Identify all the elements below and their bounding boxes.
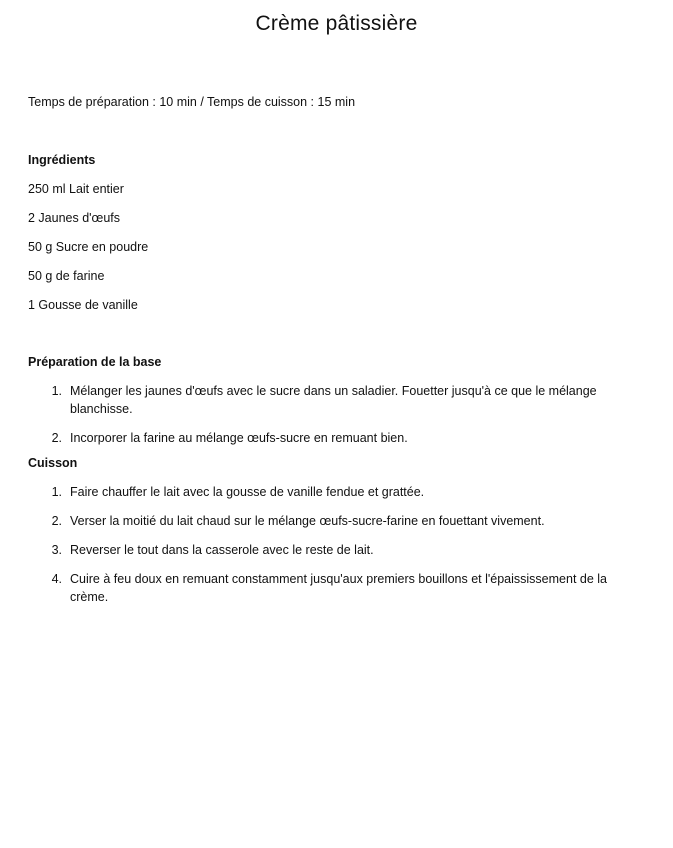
step-number: 2. xyxy=(51,514,62,528)
ingredients-list xyxy=(28,181,628,314)
ingredient-item: 1 Gousse de vanille xyxy=(28,298,138,312)
step-text: Verser la moitié du lait chaud sur le mélange œufs-sucre-farine en fouettant vivement. xyxy=(70,514,545,528)
step-text: Cuire à feu doux en remuant constamment jusqu'aux premiers bouillons et l'épaississement de la crème. xyxy=(70,572,607,604)
ingredients-heading: Ingrédients xyxy=(28,153,96,167)
cuisson-step xyxy=(28,483,628,501)
step-number: 4. xyxy=(51,572,62,586)
preparation-steps xyxy=(28,382,628,447)
recipe-content xyxy=(28,94,628,606)
page-title: Crème pâtissière xyxy=(255,12,418,35)
cuisson-step xyxy=(28,570,628,606)
cuisson-heading: Cuisson xyxy=(28,456,78,470)
step-text: Incorporer la farine au mélange œufs-sucre en remuant bien. xyxy=(70,431,408,445)
ingredient-item: 2 Jaunes d'œufs xyxy=(28,211,121,225)
preparation-heading: Préparation de la base xyxy=(28,355,162,369)
step-text: Faire chauffer le lait avec la gousse de vanille fendue et grattée. xyxy=(70,485,425,499)
ingredient-item: 50 g Sucre en poudre xyxy=(28,240,149,254)
step-number: 2. xyxy=(51,431,62,445)
cuisson-steps xyxy=(28,483,628,606)
times-text: Temps de préparation : 10 min / Temps de cuisson : 15 min xyxy=(28,95,356,109)
preparation-step xyxy=(28,382,628,418)
preparation-step xyxy=(28,429,628,447)
step-number: 3. xyxy=(51,543,62,557)
step-number: 1. xyxy=(51,485,62,499)
step-number: 1. xyxy=(51,384,62,398)
ingredient-item: 50 g de farine xyxy=(28,269,105,283)
step-text: Mélanger les jaunes d'œufs avec le sucre dans un saladier. Fouetter jusqu'à ce que le mélange blanchisse. xyxy=(70,384,597,416)
ingredient-item: 250 ml Lait entier xyxy=(28,182,124,196)
cuisson-step xyxy=(28,541,628,559)
step-text: Reverser le tout dans la casserole avec le reste de lait. xyxy=(70,543,374,557)
cuisson-step xyxy=(28,512,628,530)
